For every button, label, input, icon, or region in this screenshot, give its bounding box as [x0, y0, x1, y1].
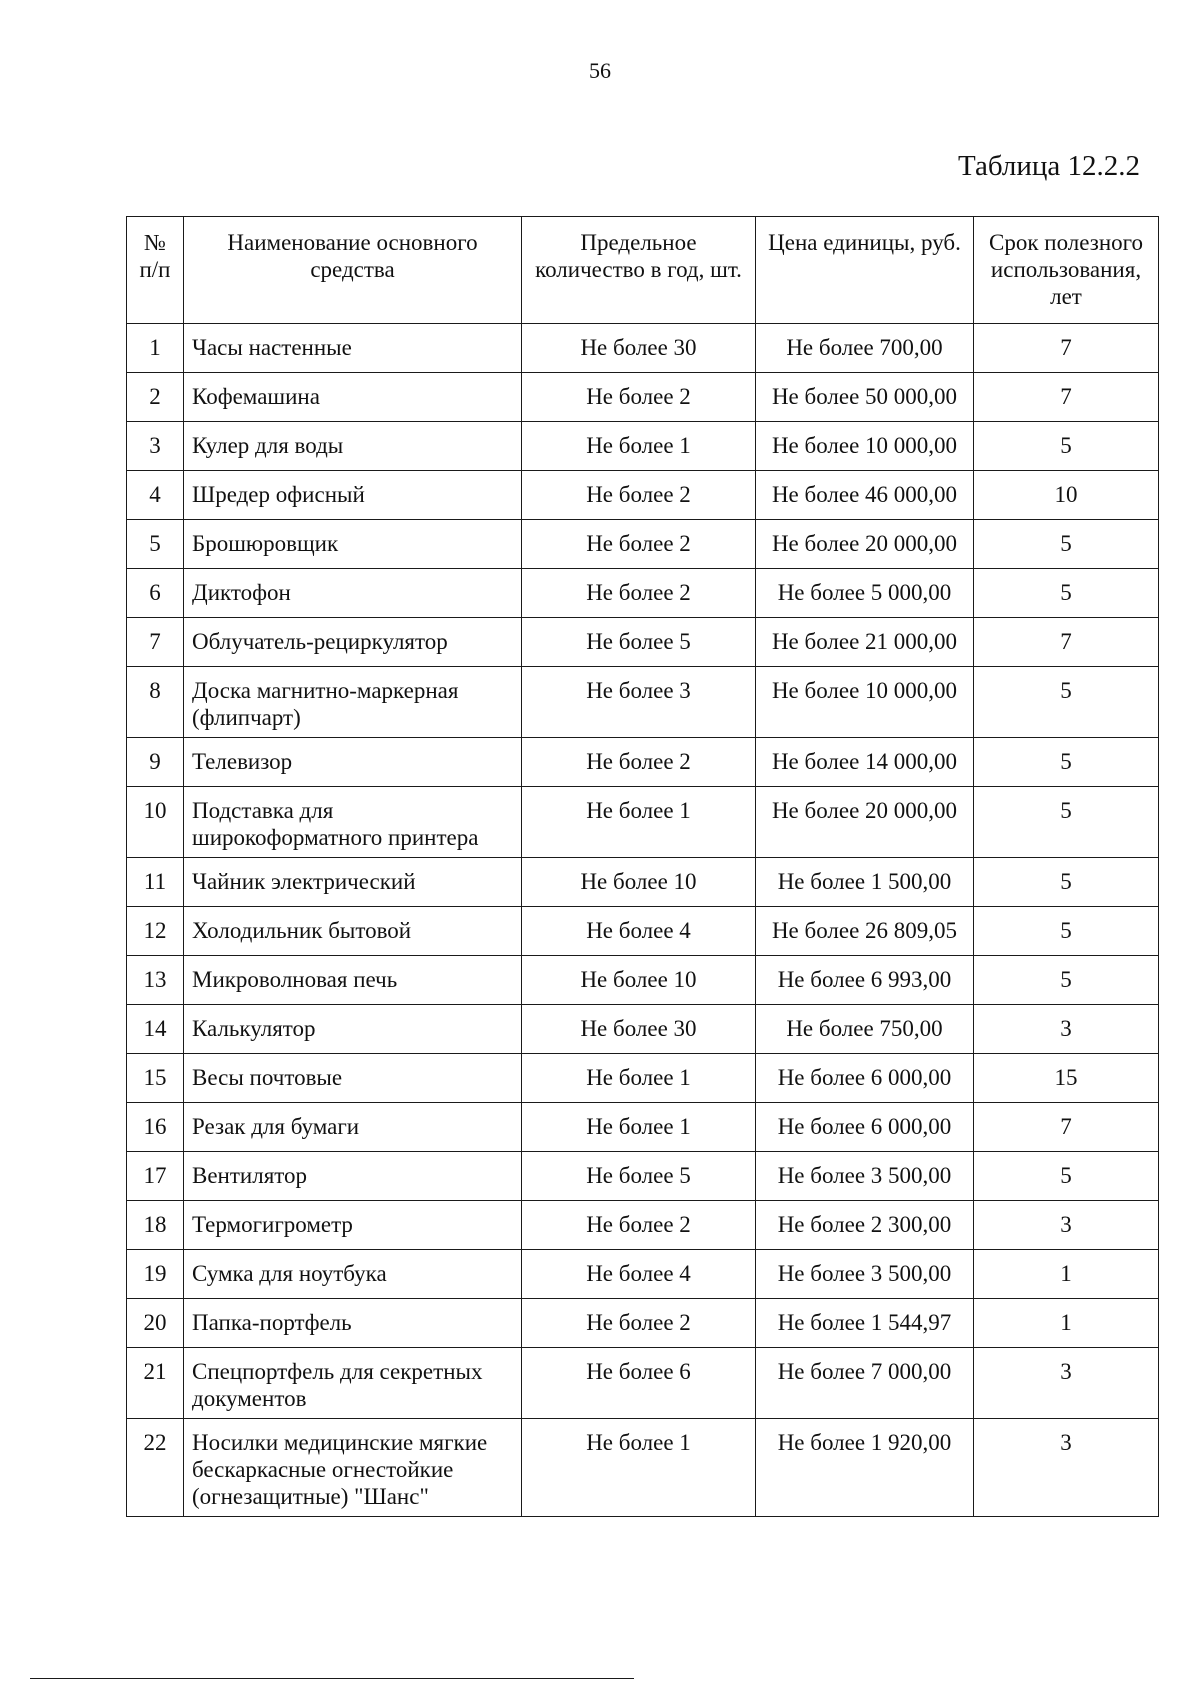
cell-name: Кофемашина [184, 373, 522, 422]
header-qty: Предельное количество в год, шт. [522, 217, 756, 324]
table-row [127, 738, 1159, 787]
cell-life: 5 [974, 858, 1159, 907]
table-row [127, 1005, 1159, 1054]
cell-qty: Не более 5 [522, 1152, 756, 1201]
cell-num: 1 [127, 324, 184, 373]
cell-life: 5 [974, 907, 1159, 956]
cell-num: 9 [127, 738, 184, 787]
cell-name: Шредер офисный [184, 471, 522, 520]
table-row [127, 787, 1159, 858]
cell-qty: Не более 1 [522, 1103, 756, 1152]
cell-life: 3 [974, 1005, 1159, 1054]
cell-qty: Не более 6 [522, 1348, 756, 1419]
cell-price: Не более 10 000,00 [756, 422, 974, 471]
cell-qty: Не более 10 [522, 858, 756, 907]
cell-name: Папка-портфель [184, 1299, 522, 1348]
cell-qty: Не более 3 [522, 667, 756, 738]
cell-price: Не более 20 000,00 [756, 787, 974, 858]
cell-price: Не более 3 500,00 [756, 1152, 974, 1201]
cell-num: 3 [127, 422, 184, 471]
cell-name: Спецпортфель для секретных документов [184, 1348, 522, 1419]
cell-num: 18 [127, 1201, 184, 1250]
cell-name: Носилки медицинские мягкие бескаркасные огнестойкие (огнезащитные) "Шанс" [184, 1419, 522, 1517]
cell-name: Весы почтовые [184, 1054, 522, 1103]
table-row [127, 1419, 1159, 1517]
cell-num: 15 [127, 1054, 184, 1103]
cell-num: 22 [127, 1419, 184, 1517]
header-name: Наименование основного средства [184, 217, 522, 324]
cell-num: 17 [127, 1152, 184, 1201]
cell-life: 5 [974, 1152, 1159, 1201]
table-header-row [127, 217, 1159, 324]
cell-qty: Не более 2 [522, 569, 756, 618]
table-row [127, 422, 1159, 471]
cell-life: 5 [974, 667, 1159, 738]
cell-name: Брошюровщик [184, 520, 522, 569]
cell-num: 12 [127, 907, 184, 956]
bottom-rule [30, 1678, 634, 1679]
cell-qty: Не более 30 [522, 324, 756, 373]
cell-num: 5 [127, 520, 184, 569]
cell-num: 2 [127, 373, 184, 422]
cell-life: 15 [974, 1054, 1159, 1103]
cell-qty: Не более 2 [522, 520, 756, 569]
cell-life: 7 [974, 618, 1159, 667]
cell-price: Не более 6 000,00 [756, 1054, 974, 1103]
cell-name: Термогигрометр [184, 1201, 522, 1250]
cell-price: Не более 14 000,00 [756, 738, 974, 787]
cell-num: 19 [127, 1250, 184, 1299]
table-row [127, 1348, 1159, 1419]
table-row [127, 618, 1159, 667]
table-row [127, 1054, 1159, 1103]
cell-price: Не более 1 920,00 [756, 1419, 974, 1517]
table-row [127, 1152, 1159, 1201]
cell-qty: Не более 2 [522, 1201, 756, 1250]
cell-name: Кулер для воды [184, 422, 522, 471]
cell-life: 3 [974, 1419, 1159, 1517]
cell-num: 16 [127, 1103, 184, 1152]
cell-price: Не более 1 544,97 [756, 1299, 974, 1348]
table-row [127, 324, 1159, 373]
cell-qty: Не более 1 [522, 787, 756, 858]
table-row [127, 520, 1159, 569]
table-row [127, 956, 1159, 1005]
cell-num: 21 [127, 1348, 184, 1419]
cell-price: Не более 700,00 [756, 324, 974, 373]
table-row [127, 1201, 1159, 1250]
table-row [127, 907, 1159, 956]
cell-life: 7 [974, 1103, 1159, 1152]
cell-price: Не более 10 000,00 [756, 667, 974, 738]
cell-num: 14 [127, 1005, 184, 1054]
cell-name: Холодильник бытовой [184, 907, 522, 956]
cell-life: 7 [974, 324, 1159, 373]
cell-qty: Не более 4 [522, 1250, 756, 1299]
cell-name: Чайник электрический [184, 858, 522, 907]
cell-life: 1 [974, 1250, 1159, 1299]
cell-name: Облучатель-рециркулятор [184, 618, 522, 667]
cell-price: Не более 50 000,00 [756, 373, 974, 422]
cell-num: 10 [127, 787, 184, 858]
cell-qty: Не более 2 [522, 373, 756, 422]
cell-price: Не более 20 000,00 [756, 520, 974, 569]
table-row [127, 471, 1159, 520]
cell-name: Резак для бумаги [184, 1103, 522, 1152]
cell-name: Телевизор [184, 738, 522, 787]
table-row [127, 1103, 1159, 1152]
page-number: 56 [589, 58, 611, 83]
cell-life: 5 [974, 787, 1159, 858]
equipment-table [126, 216, 1159, 1517]
cell-qty: Не более 5 [522, 618, 756, 667]
cell-name: Часы настенные [184, 324, 522, 373]
cell-life: 10 [974, 471, 1159, 520]
table-row [127, 373, 1159, 422]
cell-name: Микроволновая печь [184, 956, 522, 1005]
cell-name: Сумка для ноутбука [184, 1250, 522, 1299]
cell-life: 5 [974, 422, 1159, 471]
table-row [127, 858, 1159, 907]
cell-life: 7 [974, 373, 1159, 422]
table-caption: Таблица 12.2.2 [957, 150, 1140, 182]
cell-qty: Не более 4 [522, 907, 756, 956]
cell-price: Не более 750,00 [756, 1005, 974, 1054]
cell-qty: Не более 1 [522, 1054, 756, 1103]
cell-price: Не более 6 000,00 [756, 1103, 974, 1152]
cell-num: 20 [127, 1299, 184, 1348]
cell-name: Доска магнитно-маркерная (флипчарт) [184, 667, 522, 738]
table-body [127, 324, 1159, 1517]
cell-life: 5 [974, 738, 1159, 787]
cell-qty: Не более 2 [522, 1299, 756, 1348]
cell-price: Не более 1 500,00 [756, 858, 974, 907]
cell-price: Не более 3 500,00 [756, 1250, 974, 1299]
cell-num: 13 [127, 956, 184, 1005]
cell-life: 3 [974, 1201, 1159, 1250]
header-num: № п/п [127, 217, 184, 324]
cell-price: Не более 6 993,00 [756, 956, 974, 1005]
cell-qty: Не более 1 [522, 1419, 756, 1517]
cell-qty: Не более 1 [522, 422, 756, 471]
cell-name: Вентилятор [184, 1152, 522, 1201]
cell-name: Диктофон [184, 569, 522, 618]
cell-qty: Не более 2 [522, 471, 756, 520]
table-row [127, 1250, 1159, 1299]
cell-qty: Не более 30 [522, 1005, 756, 1054]
cell-price: Не более 26 809,05 [756, 907, 974, 956]
cell-price: Не более 21 000,00 [756, 618, 974, 667]
cell-life: 1 [974, 1299, 1159, 1348]
cell-price: Не более 2 300,00 [756, 1201, 974, 1250]
cell-price: Не более 46 000,00 [756, 471, 974, 520]
cell-name: Подставка для широкоформатного принтера [184, 787, 522, 858]
cell-qty: Не более 10 [522, 956, 756, 1005]
cell-num: 8 [127, 667, 184, 738]
cell-life: 3 [974, 1348, 1159, 1419]
table-row [127, 667, 1159, 738]
table-row [127, 569, 1159, 618]
cell-price: Не более 5 000,00 [756, 569, 974, 618]
cell-num: 6 [127, 569, 184, 618]
cell-price: Не более 7 000,00 [756, 1348, 974, 1419]
cell-num: 11 [127, 858, 184, 907]
cell-life: 5 [974, 520, 1159, 569]
header-life: Срок полезного использования, лет [974, 217, 1159, 324]
header-price: Цена единицы, руб. [756, 217, 974, 324]
table-row [127, 1299, 1159, 1348]
cell-life: 5 [974, 956, 1159, 1005]
cell-num: 4 [127, 471, 184, 520]
cell-life: 5 [974, 569, 1159, 618]
cell-name: Калькулятор [184, 1005, 522, 1054]
cell-qty: Не более 2 [522, 738, 756, 787]
cell-num: 7 [127, 618, 184, 667]
